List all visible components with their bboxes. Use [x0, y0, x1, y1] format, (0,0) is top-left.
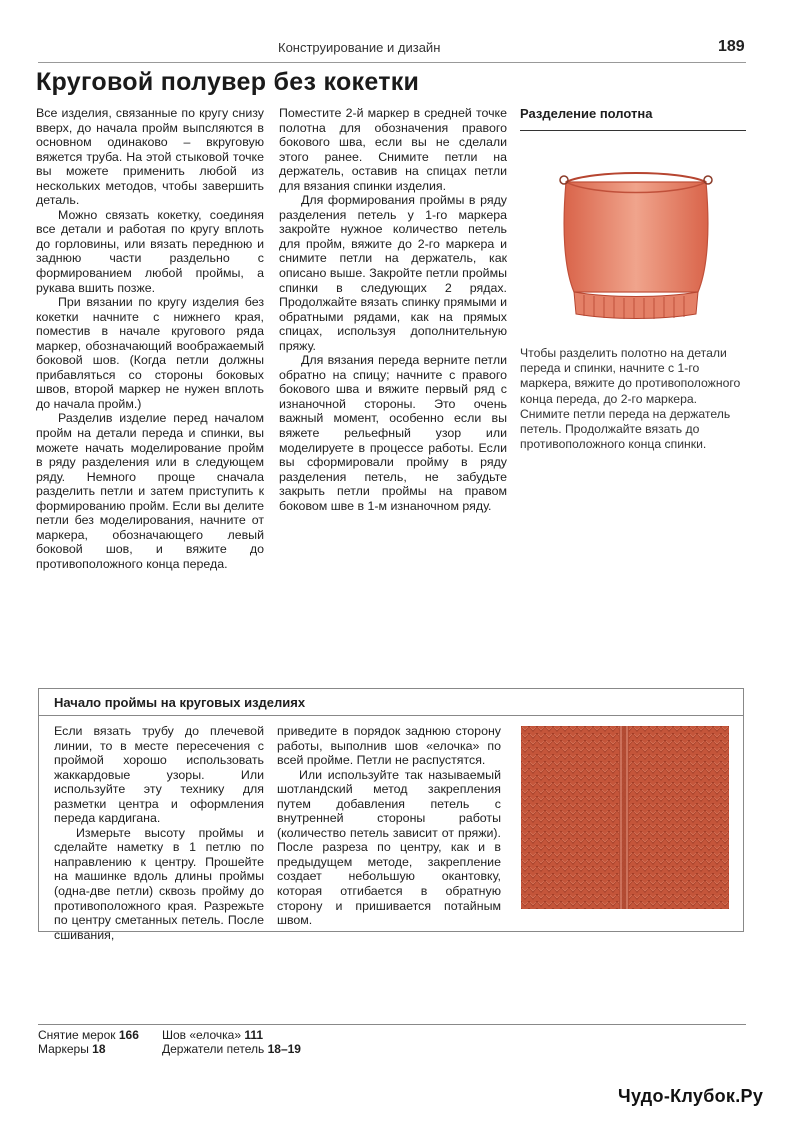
paragraph: Можно связать кокетку, соединяя все детали и работая по кругу вплоть до горловины, или вязать переднюю и заднюю части раздельно с формированием любой проймы, а рукава вшить позже.: [36, 207, 264, 295]
text-column-1: [36, 106, 264, 572]
tip-box-column-2: [277, 724, 501, 928]
tip-box-column-1: [54, 724, 264, 942]
crossref-page: 111: [244, 1028, 264, 1042]
text-column-2: [279, 106, 507, 513]
paragraph: При вязании по кругу изделия без кокетки начните с нижнего края, поместив в начале кругового ряда маркер, обозначающий воображаемый боковой шов. (Когда петли должны прибавляться со стороны боковых швов, второй маркер не нужен вплоть до начала пройм.): [36, 295, 264, 411]
crossref-label: Держатели петель: [162, 1042, 268, 1056]
crossref-label: Маркеры: [38, 1042, 93, 1056]
paragraph: Разделив изделие перед началом пройм на детали переда и спинки, вы можете начать моделирование пройм в ряду разделения или в следующем ряду. Немного проще сначала разделить петли и затем приступить к формированию пройм. Если вы делите петли без моделирования, начните от маркера, обозначающего левый боковой шов, и вяжите до противоположного конца переда.: [36, 411, 264, 571]
paragraph: приведите в порядок заднюю сторону работы, выполнив шов «елочка» по всей пройме. Петли не распустятся.: [277, 724, 501, 768]
footer-crossref[interactable]: [38, 1028, 139, 1042]
paragraph: Для формирования проймы в ряду разделения петель у 1-го маркера закройте нужное количество петель для пройм, вяжите до 2-го маркера и снимите петли на держатель, как описано выше. Закройте петли проймы спинки в следующих 2 рядах. Продолжайте вязать спинку прямыми и обратными рядами, как на прямых спицах, используя дополнительную пряжу.: [279, 193, 507, 353]
paragraph: Измерьте высоту проймы и сделайте наметку в 1 петлю по направлению к центру. Прошейте на машинке вдоль длины проймы (одна-две петли) сквозь пройму до противоположного края. Разрежьте по центру сметанных петель. После сшивания,: [54, 825, 264, 942]
crossref-label: Шов «елочка»: [162, 1028, 245, 1042]
paragraph: Все изделия, связанные по кругу снизу вверх, до начала пройм выпсляются в основном одинаково – вкруговую вяжется труба. На этой стыковой точке вы можете применить любой из нескольких методов, чтобы завершить деталь.: [36, 106, 264, 208]
sidebar-caption: Чтобы разделить полотно на детали переда и спинки, начните с 1-го маркера, вяжите до противоположного конца переда, до 2-го маркера. Снимите петли переда на держатель петель. Продолжайте вязать до противоположного конца спинки.: [520, 346, 741, 452]
running-header-section: Конструирование и дизайн: [278, 40, 441, 55]
knitted-swatch-photo: [521, 726, 729, 909]
footer-crossref[interactable]: [38, 1042, 106, 1056]
crossref-page: 18: [92, 1042, 106, 1056]
sidebar-divider: [520, 130, 746, 131]
tip-box-title: Начало проймы на круговых изделиях: [54, 695, 306, 710]
paragraph: Поместите 2-й маркер в средней точке полотна для обозначения правого бокового шва, если вы не сделали этого ранее. Снимите петли на держатель, оставив на спицах петли для вязания спинки изделия.: [279, 106, 507, 193]
sidebar-title: Разделение полотна: [520, 106, 653, 121]
crossref-page: 18–19: [267, 1042, 301, 1056]
watermark: Чудо-Клубок.Ру: [618, 1086, 764, 1106]
knitted-tube-illustration: [552, 168, 720, 324]
footer-crossref[interactable]: [162, 1042, 301, 1056]
footer-divider: [38, 1024, 746, 1025]
paragraph: Или используйте так называемый шотландский метод закрепления путем добавления петель с внутренней стороны работы (количество петель зависит от пряжи). После разреза по центру, как и в предыдущем методе, закрепление создает небольшую окантовку, которая отгибается в обратную сторону и пришивается потайным швом.: [277, 767, 501, 928]
article-title: Круговой полувер без кокетки: [36, 68, 420, 96]
page-number: 189: [718, 38, 745, 55]
paragraph: Если вязать трубу до плечевой линии, то в месте пересечения с проймой хорошо использовать жаккардовые узоры. Или используйте эту технику для разметки центра и оформления переда кардигана.: [54, 724, 264, 826]
header-divider: [38, 62, 746, 63]
crossref-label: Снятие мерок: [38, 1028, 119, 1042]
footer-crossref[interactable]: [162, 1028, 263, 1042]
crossref-page: 166: [118, 1028, 139, 1042]
paragraph: Для вязания переда верните петли обратно на спицу; начните с правого бокового шва и вяжите первый ряд с изнаночной стороны. Это очень важный момент, особенно если вы вяжете рельефный узор или моделируете в процессе работы. Если вы сформировали пройму в ряду разделения петель, не забудьте закрыть петли проймы на правом боковом шве в 1-м изнаночном ряду.: [279, 353, 507, 513]
